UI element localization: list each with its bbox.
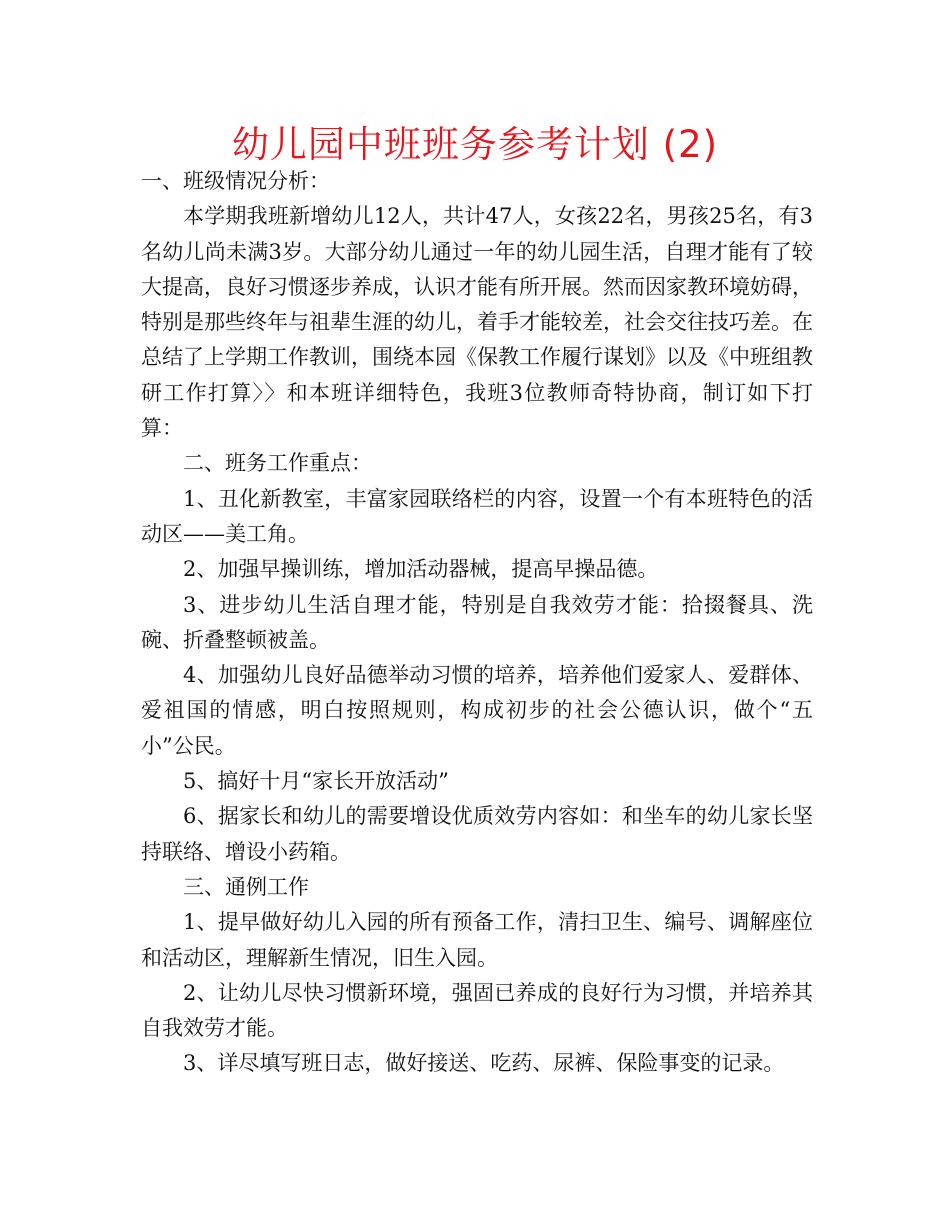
list-item: 1、丑化新教室，丰富家园联络栏的内容，设置一个有本班特色的活动区——美工角。 xyxy=(141,486,813,546)
list-item: 6、据家长和幼儿的需要增设优质效劳内容如：和坐车的幼儿家长坚持联络、增设小药箱。 xyxy=(141,804,813,864)
section-heading-class-analysis: 一、班级情况分析： xyxy=(141,169,330,193)
section-heading-routine-work: 三、通例工作 xyxy=(183,874,309,899)
section-heading-key-tasks: 二、班务工作重点： xyxy=(183,451,372,476)
list-item: 1、提早做好幼儿入园的所有预备工作，清扫卫生、编号、调解座位和活动区，理解新生情况，旧生入园。 xyxy=(141,910,813,970)
list-item: 3、进步幼儿生活自理才能，特别是自我效劳才能：拾掇餐具、洗碗、折叠整顿被盖。 xyxy=(141,592,813,652)
list-item: 2、加强早操训练，增加活动器械，提高早操品德。 xyxy=(183,557,659,582)
list-item: 2、让幼儿尽快习惯新环境，强固已养成的良好行为习惯，并培养其自我效劳才能。 xyxy=(141,980,813,1041)
document-body xyxy=(141,164,813,1082)
list-item: 3、详尽填写班日志，做好接送、吃药、尿裤、保险事变的记录。 xyxy=(183,1051,785,1076)
paragraph-class-situation: 本学期我班新增幼儿12人，共计47人，女孩22名，男孩25名，有3名幼儿尚未满3岁。大部分幼儿通过一年的幼儿园生活，自理才能有了较大提高，良好习惯逐步养成，认识才能有所开展。然而因家教环境妨碍，特别是那些终年与祖辈生涯的幼儿，着手才能较差，社会交往技巧差。在总结了上学期工作教训，围绕本园《保教工作履行谋划》以及《中班组教研工作打算〉〉和本班详细特色，我班3位教师奇特协商，制订如下打算： xyxy=(141,204,813,441)
list-item: 4、加强幼儿良好品德举动习惯的培养，培养他们爱家人、爱群体、爱祖国的情感，明白按照规则，构成初步的社会公德认识，做个“五小”公民。 xyxy=(141,663,813,758)
document-title: 幼儿园中班班务参考计划 (2) xyxy=(231,123,719,166)
list-item: 5、搞好十月“家长开放活动” xyxy=(183,769,449,794)
